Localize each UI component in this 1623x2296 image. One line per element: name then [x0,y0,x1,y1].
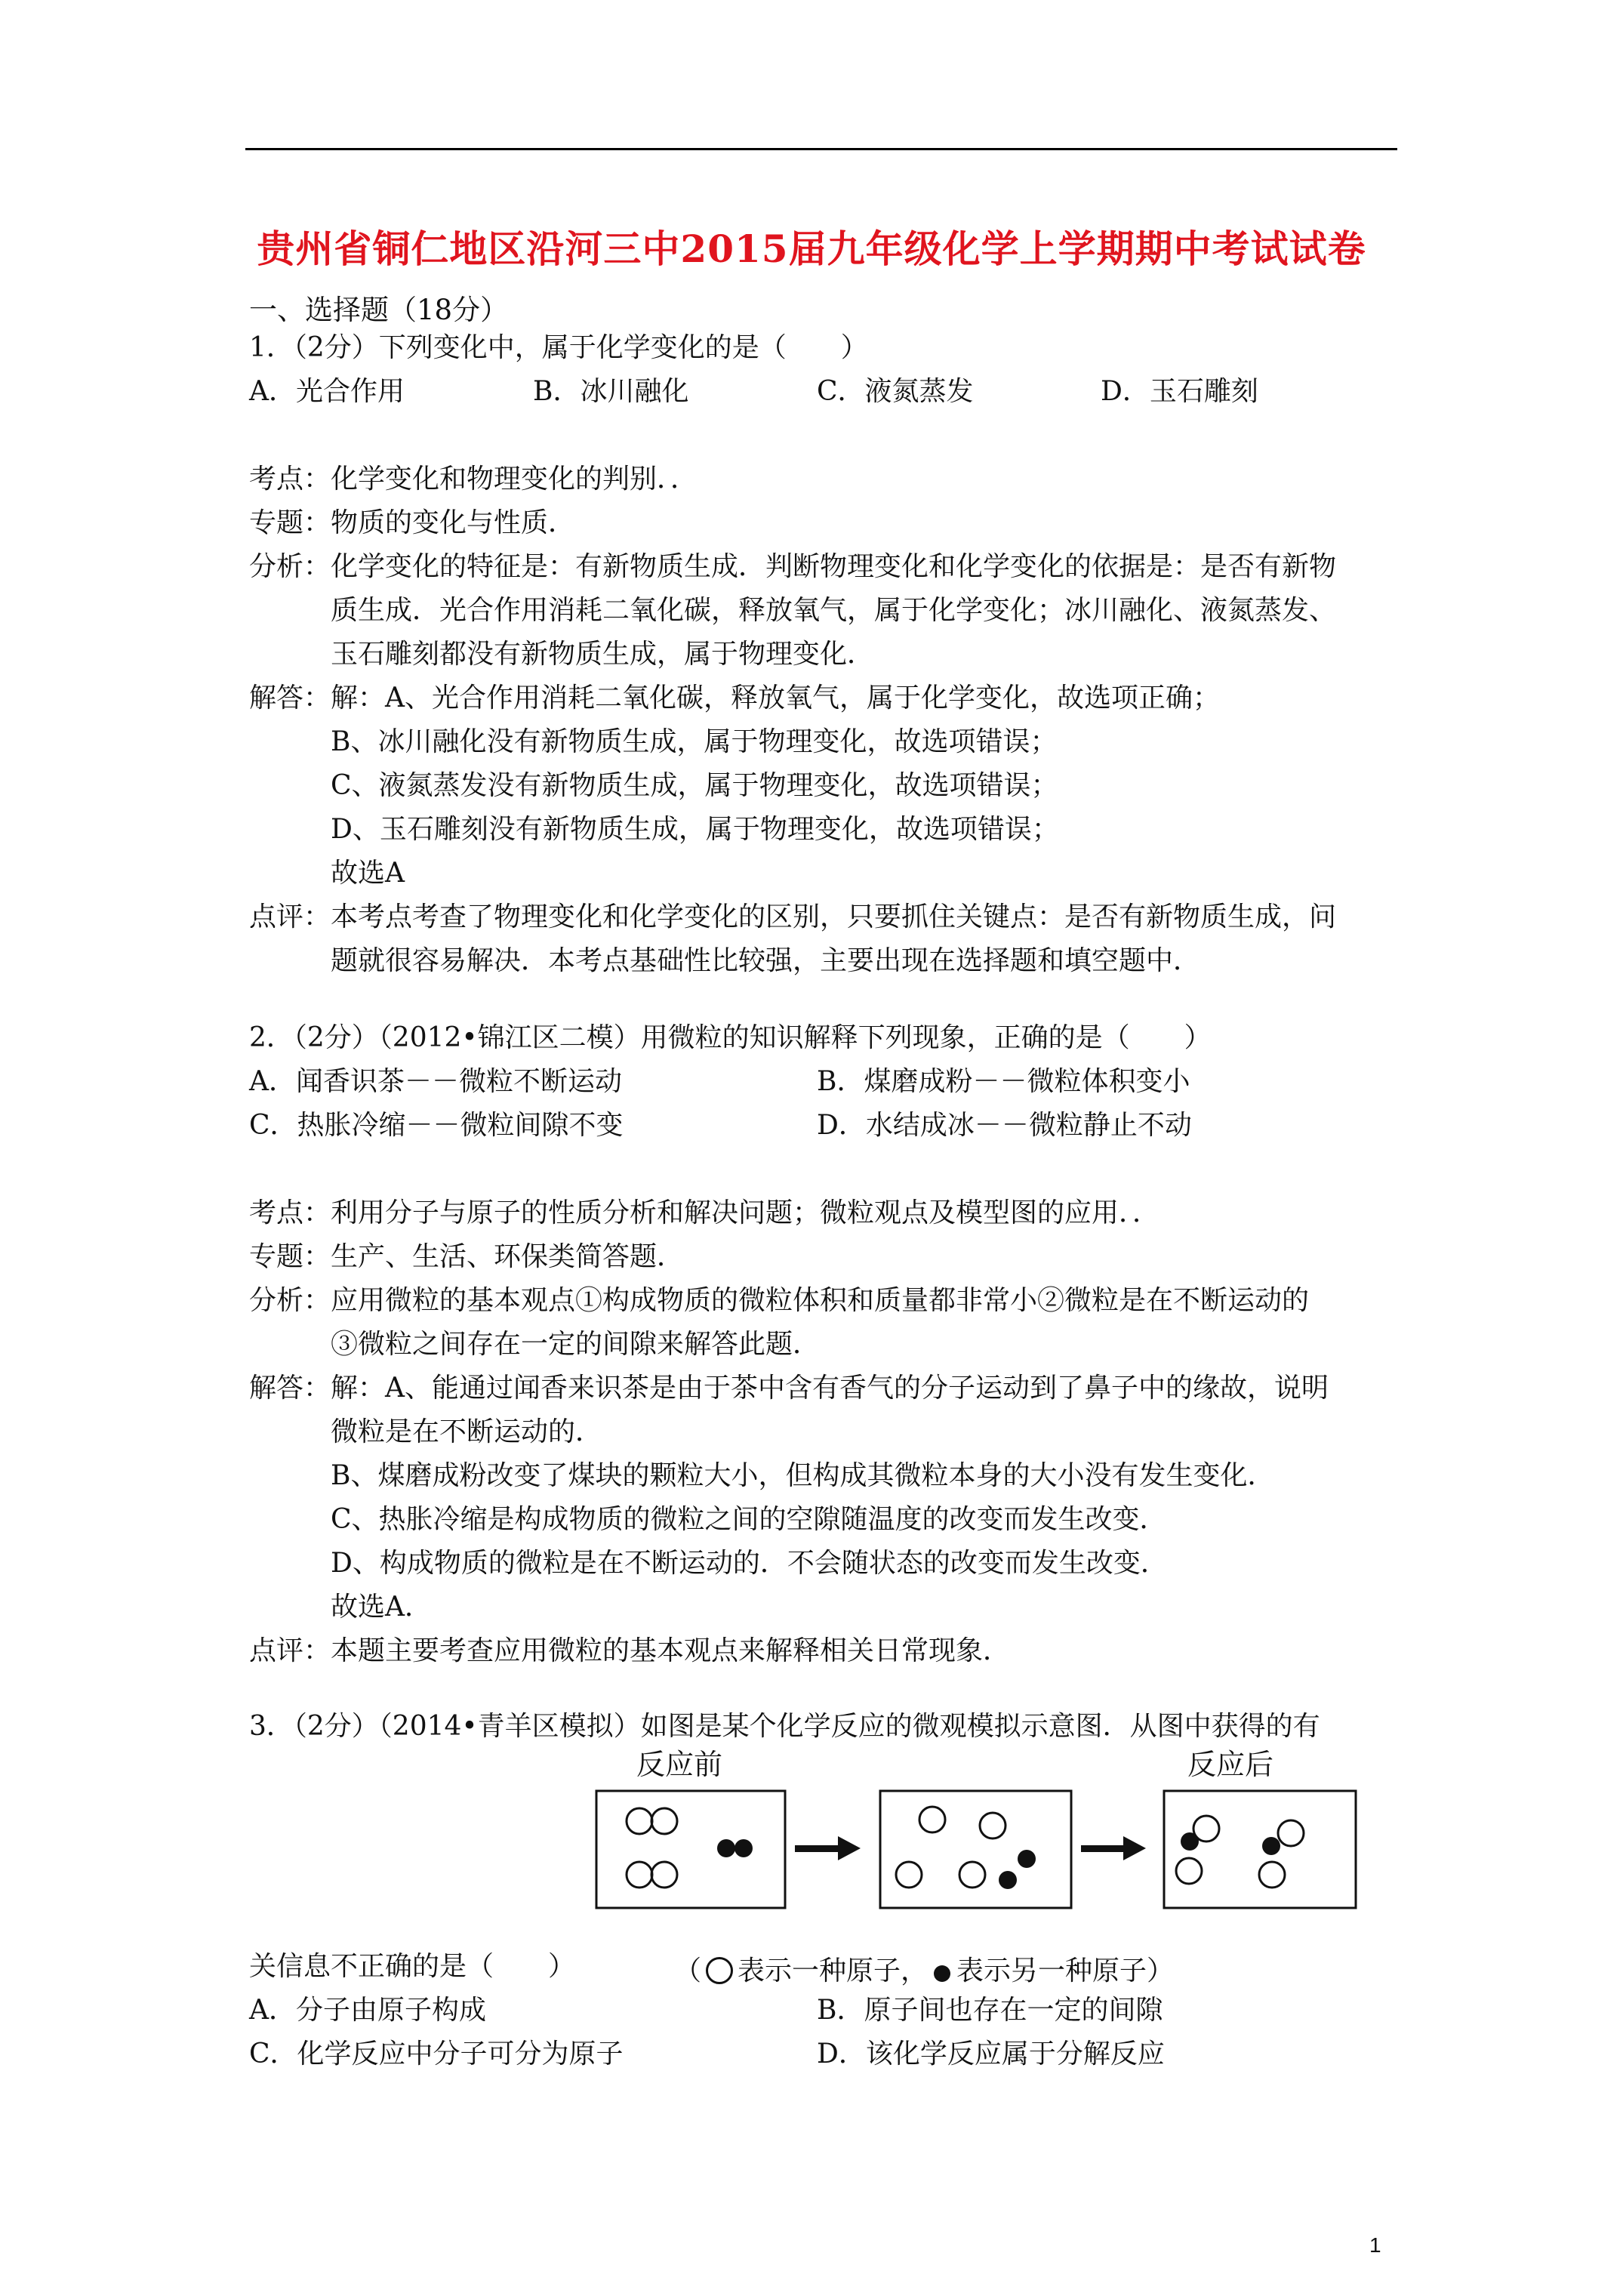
q1-fenxi-line: 质生成．光合作用消耗二氧化碳，释放氧气，属于化学变化；冰川融化、液氮蒸发、 [331,595,1337,626]
q2-zhuanti: 生产、生活、环保类简答题． [331,1241,685,1272]
filled-atom-icon [934,1965,950,1982]
question-3-options [249,1989,1404,2076]
q1-option-c[interactable]: C．液氮蒸发 [817,376,974,407]
q1-option-b[interactable]: B．冰川融化 [533,376,689,407]
question-1-stem: 1．（2分）下列变化中，属于化学变化的是（ ） [249,332,868,363]
q2-dianping-label: 点评： [249,1635,331,1666]
q3-option-a[interactable]: A．分子由原子构成 [249,1995,486,2026]
section-heading: 一、选择题（18分） [249,294,509,326]
middle-box [880,1791,1071,1908]
q1-zhuanti: 物质的变化与性质． [331,507,576,538]
q1-dianping-line: 题就很容易解决．本考点基础性比较强，主要出现在选择题和填空题中． [331,945,1201,976]
q3-option-c[interactable]: C．化学反应中分子可分为原子 [249,2039,624,2069]
before-molecules [627,1808,677,1888]
question-3-stem2: 关信息不正确的是（ ） [249,1951,576,1982]
q1-jieda-line: 故选A [331,858,405,889]
q1-dianping-line: 本考点考查了物理变化和化学变化的区别，只要抓住关键点：是否有新物质生成，问 [331,901,1337,932]
q2-option-d[interactable]: D．水结成冰－－微粒静止不动 [817,1110,1192,1141]
q1-jieda-line: C、液氮蒸发没有新物质生成，属于物理变化，故选项错误； [331,770,1058,801]
dark-atom [999,1871,1017,1889]
q2-fenxi-line: ③微粒之间存在一定的间隙来解答此题． [331,1329,821,1360]
dark-atom [735,1839,753,1857]
question-2-options [249,1060,1404,1148]
header-rule [245,148,1397,150]
arrow-icon [1081,1836,1146,1860]
q1-jieda-line: D、玉石雕刻没有新物质生成，属于物理变化，故选项错误； [331,814,1059,845]
q2-fenxi-line: 应用微粒的基本观点①构成物质的微粒体积和质量都非常小②微粒是在不断运动的 [331,1285,1310,1316]
dark-atom [1181,1832,1199,1851]
q2-option-b[interactable]: B．煤磨成粉－－微粒体积变小 [817,1066,1190,1097]
q2-option-c[interactable]: C．热胀冷缩－－微粒间隙不变 [249,1110,624,1141]
open-atom-icon [706,1957,733,1984]
q1-analysis [249,458,1404,983]
q2-jieda-line: B、煤磨成粉改变了煤块的颗粒大小，但构成其微粒本身的大小没有发生变化． [331,1460,1275,1491]
q1-option-a[interactable]: A．光合作用 [249,376,405,407]
legend-b: 表示另一种原子） [956,1955,1175,1986]
q1-kaodian: 化学变化和物理变化的判别．． [331,464,698,495]
q1-jieda-label: 解答： [249,683,331,713]
label-after: 反应后 [1187,1749,1274,1781]
question-3-stem: 3．（2分）（2014•青羊区模拟）如图是某个化学反应的微观模拟示意图．从图中获得的有 [249,1711,1320,1742]
q1-fenxi-line: 玉石雕刻都没有新物质生成，属于物理变化． [331,639,875,670]
q1-option-d[interactable]: D．玉石雕刻 [1101,376,1258,407]
dark-atom [1262,1837,1280,1855]
q2-jieda-line: 故选A． [331,1592,432,1623]
page-title: 贵州省铜仁地区沿河三中2015届九年级化学上学期期中考试试卷 [257,227,1366,271]
q1-jieda-line: 解：A、光合作用消耗二氧化碳，释放氧气，属于化学变化，故选项正确； [331,683,1220,713]
diagram-legend [674,1949,1174,1988]
q2-jieda-line: C、热胀冷缩是构成物质的微粒之间的空隙随温度的改变而发生改变． [331,1504,1167,1535]
page-number: 1 [1369,2233,1381,2257]
q1-zhuanti-label: 专题： [249,507,331,538]
q2-option-a[interactable]: A．闻香识茶－－微粒不断运动 [249,1066,622,1097]
q2-analysis [249,1191,1404,1673]
separated-atoms [896,1807,1006,1888]
q1-fenxi-label: 分析： [249,551,331,582]
after-molecules [1176,1816,1304,1888]
legend-paren: （ [674,1955,702,1986]
q3-option-b[interactable]: B．原子间也存在一定的间隙 [817,1995,1163,2026]
q2-zhuanti-label: 专题： [249,1241,331,1272]
q2-kaodian: 利用分子与原子的性质分析和解决问题；微粒观点及模型图的应用．． [331,1197,1160,1228]
dark-atom [717,1839,735,1857]
q1-fenxi-line: 化学变化的特征是：有新物质生成．判断物理变化和化学变化的依据是：是否有新物 [331,551,1337,582]
legend-a: 表示一种原子， [738,1955,929,1986]
q2-fenxi-label: 分析： [249,1285,331,1316]
question-1-options [249,370,1404,414]
label-before: 反应前 [636,1749,723,1781]
q1-jieda-line: B、冰川融化没有新物质生成，属于物理变化，故选项错误； [331,726,1058,757]
arrow-icon [795,1836,861,1860]
before-box [596,1791,785,1908]
dark-atom [1018,1850,1036,1868]
q2-dianping-line: 本题主要考查应用微粒的基本观点来解释相关日常现象． [331,1635,1011,1666]
question-2 [249,1016,1404,1060]
q2-jieda-line: 微粒是在不断运动的． [331,1416,603,1447]
q2-jieda-line: 解：A、能通过闻香来识茶是由于茶中含有香气的分子运动到了鼻子中的缘故，说明 [331,1373,1329,1404]
question-1 [249,326,1404,370]
reaction-diagram [581,1737,1374,1918]
q2-kaodian-label: 考点： [249,1197,331,1228]
q3-option-d[interactable]: D．该化学反应属于分解反应 [817,2039,1165,2069]
q1-kaodian-label: 考点： [249,464,331,495]
q1-dianping-label: 点评： [249,901,331,932]
q2-jieda-label: 解答： [249,1373,331,1404]
question-2-stem: 2．（2分）（2012•锦江区二模）用微粒的知识解释下列现象，正确的是（ ） [249,1022,1212,1053]
q2-jieda-line: D、构成物质的微粒是在不断运动的．不会随状态的改变而发生改变． [331,1548,1168,1579]
